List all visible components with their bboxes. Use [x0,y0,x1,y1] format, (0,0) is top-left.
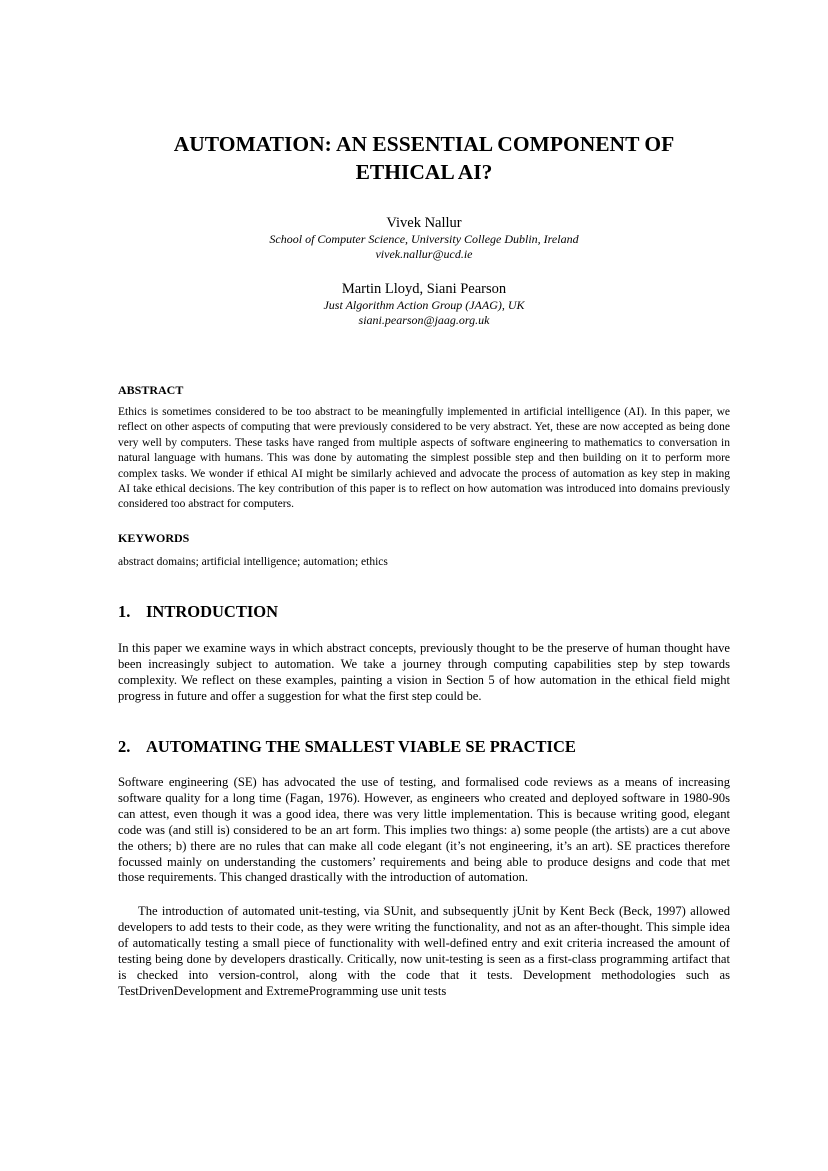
author-block-2 [118,280,730,328]
section-title: INTRODUCTION [146,602,279,621]
section-title: AUTOMATING THE SMALLEST VIABLE SE PRACTICE [146,737,576,756]
intro-paragraph: In this paper we examine ways in which abstract concepts, previously thought to be the preserve of human thought have been increasingly subject to automation. We take a journey through computing capabilities step by step towards complexity. We reflect on these examples, painting a vision in Section 5 of how automation in the ethical field might progress in future and offer a suggestion for what the first step could be. [118,641,730,703]
title-line-2: ETHICAL AI? [355,160,493,184]
author-block-1 [118,214,730,262]
author-email: vivek.nallur@ucd.ie [375,247,473,261]
section2-paragraph-2: The introduction of automated unit-testing, via SUnit, and subsequently jUnit by Kent Beck (Beck, 1997) allowed developers to add tests to their code, as they were writing the functionality, and not as an after-thought. This simple idea of automatically testing a small piece of functionality with well-defined entry and exit criteria increased the amount of testing being done by developers drastically. Critically, now unit-testing is seen as a first-class programming artifact that is checked into version-control, along with the code that it tests. Development methodologies such as TestDrivenDevelopment and ExtremeProgramming use unit tests [118,904,730,998]
section-number: 1. [118,602,131,621]
author-affiliation: School of Computer Science, University College Dublin, Ireland [269,232,579,246]
abstract-heading: ABSTRACT [118,383,184,397]
abstract-text: Ethics is sometimes considered to be too abstract to be meaningfully implemented in artificial intelligence (AI). In this paper, we reflect on other aspects of computing that were previously considered to be very abstract. Yet, these are now accepted as being done very well by computers. These tasks have ranged from multiple aspects of software engineering to mathematics to conversation in natural language with humans. This was done by automating the simplest possible step and then building on it to perform more complex tasks. We wonder if ethical AI might be similarly achieved and advocate the process of automation as key step in making AI take ethical decisions. The key contribution of this paper is to reflect on how automation was introduced into domains previously considered too abstract for computers. [118,406,730,511]
author-name: Vivek Nallur [386,215,462,231]
author-affiliation: Just Algorithm Action Group (JAAG), UK [323,298,525,312]
section-number: 2. [118,737,131,756]
keywords-text: abstract domains; artificial intelligence; automation; ethics [118,556,388,568]
keywords-heading: KEYWORDS [118,531,190,545]
author-name: Martin Lloyd, Siani Pearson [341,281,507,297]
paper-title [118,130,730,186]
author-email: siani.pearson@jaag.org.uk [358,313,490,327]
title-line-1: AUTOMATION: AN ESSENTIAL COMPONENT OF [173,132,675,156]
section-heading-introduction [118,602,278,622]
section2-paragraph-1: Software engineering (SE) has advocated the use of testing, and formalised code reviews as a means of increasing software quality for a long time (Fagan, 1976). However, as engineers who created and deployed software in 1980-90s can attest, even though it was a good idea, there was very little implementation. This is because writing good, elegant code was (and still is) considered to be an art form. This implies two things: a) some people (the artists) are a cut above the others; b) there are no rules that can make all code elegant (it’s not engineering, it’s an art). SE practices therefore focussed mainly on understanding the customers’ requirements and being able to produce designs and code that met those requirements. This changed drastically with the introduction of automation. [118,775,730,885]
section-heading-automating [118,737,576,757]
